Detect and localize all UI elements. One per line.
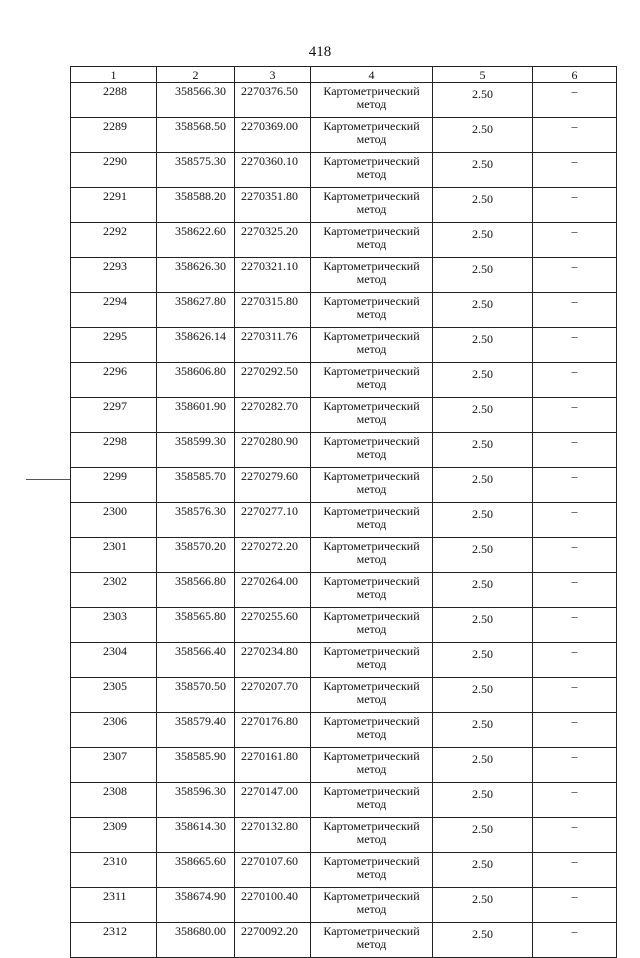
method-line-1: Картометрический: [323, 749, 420, 763]
table-row: [71, 748, 617, 783]
x-coordinate-cell: 358570.20: [157, 538, 235, 573]
point-number-cell: 2311: [71, 888, 157, 923]
point-number-cell: 2299: [71, 468, 157, 503]
x-coordinate-cell: 358601.90: [157, 398, 235, 433]
point-number-cell: 2303: [71, 608, 157, 643]
method-line-2: метод: [356, 552, 387, 566]
point-number-cell: 2288: [71, 83, 157, 118]
method-line-1: Картометрический: [323, 504, 420, 518]
point-number-cell: 2292: [71, 223, 157, 258]
method-line-2: метод: [356, 517, 387, 531]
method-line-2: метод: [356, 832, 387, 846]
x-coordinate-cell: 358585.70: [157, 468, 235, 503]
note-cell: –: [533, 468, 617, 503]
x-coordinate-cell: 358627.80: [157, 293, 235, 328]
method-line-1: Картометрический: [323, 434, 420, 448]
method-line-1: Картометрический: [323, 644, 420, 658]
method-line-1: Картометрический: [323, 399, 420, 413]
point-number-cell: 2297: [71, 398, 157, 433]
method-line-1: Картометрический: [323, 609, 420, 623]
method-cell: [311, 328, 433, 363]
precision-cell: 2.50: [433, 433, 533, 468]
x-coordinate-cell: 358622.60: [157, 223, 235, 258]
column-header-5: 5: [433, 67, 533, 83]
margin-line: [26, 479, 70, 480]
precision-cell: 2.50: [433, 818, 533, 853]
point-number-cell: 2290: [71, 153, 157, 188]
precision-cell: 2.50: [433, 83, 533, 118]
note-cell: –: [533, 258, 617, 293]
x-coordinate-cell: 358566.80: [157, 573, 235, 608]
column-header-6: 6: [533, 67, 617, 83]
method-cell: [311, 538, 433, 573]
x-coordinate-cell: 358585.90: [157, 748, 235, 783]
method-line-2: метод: [356, 202, 387, 216]
method-cell: [311, 783, 433, 818]
table-row: [71, 223, 617, 258]
method-cell: [311, 363, 433, 398]
table-row: [71, 153, 617, 188]
table-row: [71, 783, 617, 818]
table-row: [71, 643, 617, 678]
y-coordinate-cell: 2270100.40: [235, 888, 311, 923]
table-body: [71, 83, 617, 958]
table-row: [71, 538, 617, 573]
note-cell: –: [533, 153, 617, 188]
method-line-1: Картометрический: [323, 819, 420, 833]
x-coordinate-cell: 358626.14: [157, 328, 235, 363]
y-coordinate-cell: 2270376.50: [235, 83, 311, 118]
point-number-cell: 2307: [71, 748, 157, 783]
precision-cell: 2.50: [433, 538, 533, 573]
x-coordinate-cell: 358596.30: [157, 783, 235, 818]
x-coordinate-cell: 358565.80: [157, 608, 235, 643]
y-coordinate-cell: 2270234.80: [235, 643, 311, 678]
method-cell: [311, 643, 433, 678]
method-line-2: метод: [356, 622, 387, 636]
y-coordinate-cell: 2270279.60: [235, 468, 311, 503]
y-coordinate-cell: 2270280.90: [235, 433, 311, 468]
column-header-1: 1: [71, 67, 157, 83]
precision-cell: 2.50: [433, 398, 533, 433]
table-row: [71, 503, 617, 538]
note-cell: –: [533, 118, 617, 153]
precision-cell: 2.50: [433, 923, 533, 958]
table-row: [71, 608, 617, 643]
method-line-2: метод: [356, 97, 387, 111]
method-line-1: Картометрический: [323, 189, 420, 203]
y-coordinate-cell: 2270315.80: [235, 293, 311, 328]
note-cell: –: [533, 818, 617, 853]
method-line-2: метод: [356, 762, 387, 776]
x-coordinate-cell: 358568.50: [157, 118, 235, 153]
table-row: [71, 293, 617, 328]
y-coordinate-cell: 2270272.20: [235, 538, 311, 573]
y-coordinate-cell: 2270107.60: [235, 853, 311, 888]
point-number-cell: 2291: [71, 188, 157, 223]
precision-cell: 2.50: [433, 888, 533, 923]
x-coordinate-cell: 358566.30: [157, 83, 235, 118]
note-cell: –: [533, 503, 617, 538]
x-coordinate-cell: 358626.30: [157, 258, 235, 293]
note-cell: –: [533, 678, 617, 713]
x-coordinate-cell: 358588.20: [157, 188, 235, 223]
method-line-1: Картометрический: [323, 714, 420, 728]
point-number-cell: 2289: [71, 118, 157, 153]
x-coordinate-cell: 358606.80: [157, 363, 235, 398]
note-cell: –: [533, 923, 617, 958]
method-line-2: метод: [356, 272, 387, 286]
note-cell: –: [533, 608, 617, 643]
method-line-1: Картометрический: [323, 329, 420, 343]
method-line-1: Картометрический: [323, 574, 420, 588]
header-row: [71, 67, 617, 83]
note-cell: –: [533, 573, 617, 608]
y-coordinate-cell: 2270360.10: [235, 153, 311, 188]
precision-cell: 2.50: [433, 118, 533, 153]
column-header-4: 4: [311, 67, 433, 83]
note-cell: –: [533, 538, 617, 573]
point-number-cell: 2298: [71, 433, 157, 468]
method-line-1: Картометрический: [323, 154, 420, 168]
method-cell: [311, 398, 433, 433]
point-number-cell: 2310: [71, 853, 157, 888]
method-line-1: Картометрический: [323, 539, 420, 553]
y-coordinate-cell: 2270292.50: [235, 363, 311, 398]
method-cell: [311, 678, 433, 713]
x-coordinate-cell: 358575.30: [157, 153, 235, 188]
point-number-cell: 2302: [71, 573, 157, 608]
note-cell: –: [533, 398, 617, 433]
method-cell: [311, 573, 433, 608]
table-row: [71, 853, 617, 888]
point-number-cell: 2306: [71, 713, 157, 748]
method-line-2: метод: [356, 692, 387, 706]
method-cell: [311, 118, 433, 153]
method-cell: [311, 293, 433, 328]
precision-cell: 2.50: [433, 258, 533, 293]
method-line-1: Картометрический: [323, 224, 420, 238]
method-line-2: метод: [356, 727, 387, 741]
method-cell: [311, 608, 433, 643]
x-coordinate-cell: 358665.60: [157, 853, 235, 888]
method-cell: [311, 433, 433, 468]
method-line-2: метод: [356, 237, 387, 251]
note-cell: –: [533, 433, 617, 468]
note-cell: –: [533, 748, 617, 783]
method-cell: [311, 188, 433, 223]
table-row: [71, 118, 617, 153]
y-coordinate-cell: 2270132.80: [235, 818, 311, 853]
y-coordinate-cell: 2270321.10: [235, 258, 311, 293]
precision-cell: 2.50: [433, 503, 533, 538]
precision-cell: 2.50: [433, 713, 533, 748]
method-line-2: метод: [356, 867, 387, 881]
method-line-2: метод: [356, 342, 387, 356]
precision-cell: 2.50: [433, 293, 533, 328]
method-cell: [311, 83, 433, 118]
precision-cell: 2.50: [433, 853, 533, 888]
method-line-2: метод: [356, 587, 387, 601]
method-line-1: Картометрический: [323, 364, 420, 378]
method-line-2: метод: [356, 937, 387, 951]
precision-cell: 2.50: [433, 328, 533, 363]
point-number-cell: 2296: [71, 363, 157, 398]
table-row: [71, 433, 617, 468]
point-number-cell: 2295: [71, 328, 157, 363]
note-cell: –: [533, 188, 617, 223]
table-row: [71, 188, 617, 223]
method-line-2: метод: [356, 412, 387, 426]
precision-cell: 2.50: [433, 468, 533, 503]
note-cell: –: [533, 363, 617, 398]
method-cell: [311, 223, 433, 258]
method-line-1: Картометрический: [323, 854, 420, 868]
precision-cell: 2.50: [433, 783, 533, 818]
page-number: 418: [308, 44, 332, 60]
note-cell: –: [533, 713, 617, 748]
table-row: [71, 328, 617, 363]
y-coordinate-cell: 2270147.00: [235, 783, 311, 818]
table-header: [71, 67, 617, 83]
point-number-cell: 2304: [71, 643, 157, 678]
method-line-2: метод: [356, 482, 387, 496]
point-number-cell: 2294: [71, 293, 157, 328]
method-line-1: Картометрический: [323, 259, 420, 273]
method-line-1: Картометрический: [323, 784, 420, 798]
method-line-2: метод: [356, 377, 387, 391]
point-number-cell: 2300: [71, 503, 157, 538]
note-cell: –: [533, 328, 617, 363]
y-coordinate-cell: 2270282.70: [235, 398, 311, 433]
y-coordinate-cell: 2270325.20: [235, 223, 311, 258]
point-number-cell: 2301: [71, 538, 157, 573]
y-coordinate-cell: 2270161.80: [235, 748, 311, 783]
method-cell: [311, 153, 433, 188]
method-line-1: Картометрический: [323, 889, 420, 903]
point-number-cell: 2305: [71, 678, 157, 713]
y-coordinate-cell: 2270255.60: [235, 608, 311, 643]
table-row: [71, 83, 617, 118]
table-row: [71, 468, 617, 503]
method-cell: [311, 468, 433, 503]
y-coordinate-cell: 2270351.80: [235, 188, 311, 223]
precision-cell: 2.50: [433, 153, 533, 188]
method-line-2: метод: [356, 447, 387, 461]
x-coordinate-cell: 358576.30: [157, 503, 235, 538]
table-row: [71, 573, 617, 608]
point-number-cell: 2293: [71, 258, 157, 293]
table-row: [71, 923, 617, 958]
method-cell: [311, 713, 433, 748]
method-line-1: Картометрический: [323, 119, 420, 133]
method-line-1: Картометрический: [323, 679, 420, 693]
table-row: [71, 258, 617, 293]
precision-cell: 2.50: [433, 643, 533, 678]
x-coordinate-cell: 358570.50: [157, 678, 235, 713]
precision-cell: 2.50: [433, 363, 533, 398]
method-line-2: метод: [356, 307, 387, 321]
method-line-2: метод: [356, 132, 387, 146]
method-cell: [311, 853, 433, 888]
method-cell: [311, 503, 433, 538]
table-row: [71, 363, 617, 398]
coordinates-table: [70, 66, 617, 958]
column-header-3: 3: [235, 67, 311, 83]
x-coordinate-cell: 358579.40: [157, 713, 235, 748]
y-coordinate-cell: 2270176.80: [235, 713, 311, 748]
note-cell: –: [533, 223, 617, 258]
note-cell: –: [533, 853, 617, 888]
method-line-2: метод: [356, 902, 387, 916]
note-cell: –: [533, 783, 617, 818]
x-coordinate-cell: 358674.90: [157, 888, 235, 923]
y-coordinate-cell: 2270277.10: [235, 503, 311, 538]
y-coordinate-cell: 2270092.20: [235, 923, 311, 958]
method-line-1: Картометрический: [323, 924, 420, 938]
point-number-cell: 2312: [71, 923, 157, 958]
method-cell: [311, 748, 433, 783]
method-line-2: метод: [356, 657, 387, 671]
method-line-1: Картометрический: [323, 469, 420, 483]
method-line-1: Картометрический: [323, 84, 420, 98]
y-coordinate-cell: 2270311.76: [235, 328, 311, 363]
x-coordinate-cell: 358599.30: [157, 433, 235, 468]
note-cell: –: [533, 888, 617, 923]
table-row: [71, 678, 617, 713]
note-cell: –: [533, 293, 617, 328]
table-row: [71, 818, 617, 853]
column-header-2: 2: [157, 67, 235, 83]
note-cell: –: [533, 643, 617, 678]
precision-cell: 2.50: [433, 573, 533, 608]
x-coordinate-cell: 358680.00: [157, 923, 235, 958]
method-cell: [311, 888, 433, 923]
precision-cell: 2.50: [433, 608, 533, 643]
method-cell: [311, 923, 433, 958]
precision-cell: 2.50: [433, 678, 533, 713]
note-cell: –: [533, 83, 617, 118]
precision-cell: 2.50: [433, 223, 533, 258]
method-line-1: Картометрический: [323, 294, 420, 308]
y-coordinate-cell: 2270207.70: [235, 678, 311, 713]
point-number-cell: 2309: [71, 818, 157, 853]
x-coordinate-cell: 358566.40: [157, 643, 235, 678]
precision-cell: 2.50: [433, 188, 533, 223]
precision-cell: 2.50: [433, 748, 533, 783]
method-line-2: метод: [356, 167, 387, 181]
method-cell: [311, 818, 433, 853]
table-row: [71, 888, 617, 923]
table-row: [71, 713, 617, 748]
point-number-cell: 2308: [71, 783, 157, 818]
table-row: [71, 398, 617, 433]
x-coordinate-cell: 358614.30: [157, 818, 235, 853]
method-cell: [311, 258, 433, 293]
method-line-2: метод: [356, 797, 387, 811]
y-coordinate-cell: 2270264.00: [235, 573, 311, 608]
y-coordinate-cell: 2270369.00: [235, 118, 311, 153]
